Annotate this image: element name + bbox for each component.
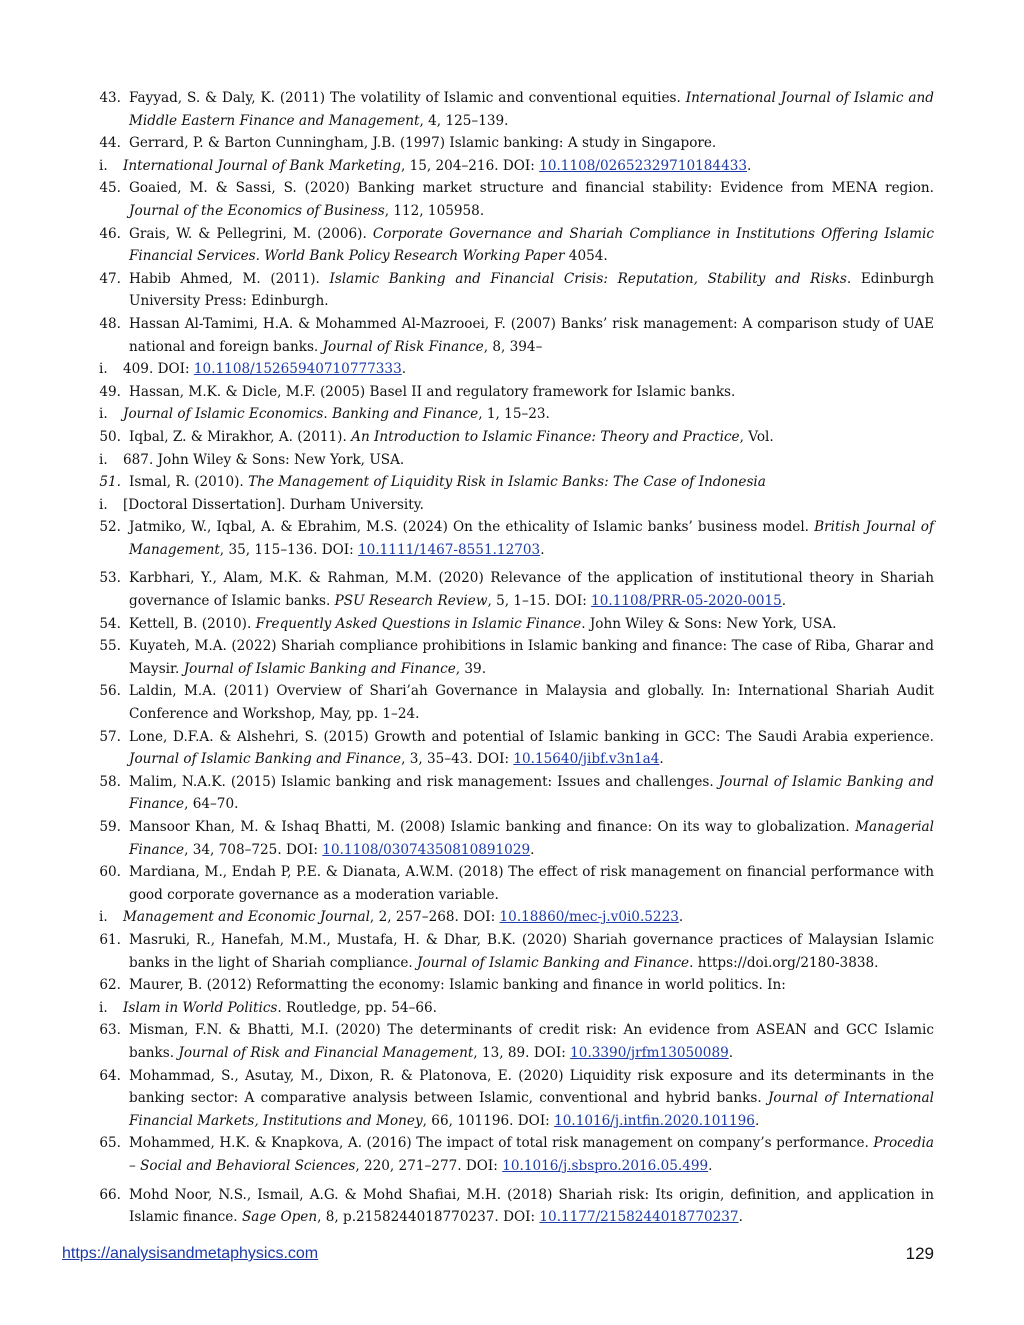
- reference-segment: .: [738, 1209, 743, 1226]
- reference-number: 48.: [99, 315, 121, 332]
- reference-segment: , 4, 125–139.: [419, 112, 509, 129]
- reference-item: [88, 1184, 934, 1229]
- reference-continuation: [88, 997, 934, 1020]
- reference-number: 57.: [99, 728, 121, 745]
- reference-continuation: [88, 155, 934, 178]
- reference-text: [121, 997, 934, 1020]
- reference-number: i.: [99, 999, 108, 1016]
- reference-text: [121, 929, 934, 974]
- reference-segment: Hassan, M.K. & Dicle, M.F. (2005) Basel II and regulatory framework for Islamic banks.: [129, 383, 736, 400]
- reference-item: [88, 929, 934, 974]
- reference-segment: , 5, 1–15. DOI:: [487, 593, 592, 610]
- reference-segment: .: [530, 841, 535, 858]
- reference-continuation: [88, 358, 934, 381]
- reference-number: 66.: [99, 1186, 121, 1203]
- reference-number: 46.: [99, 225, 121, 242]
- reference-item: [88, 680, 934, 725]
- reference-item: [88, 1019, 934, 1064]
- reference-number: i.: [99, 361, 108, 378]
- reference-number: 61.: [99, 931, 121, 948]
- reference-item: [88, 635, 934, 680]
- reference-segment: , 15, 204–216. DOI:: [400, 157, 540, 174]
- reference-number: 62.: [99, 977, 121, 994]
- reference-segment: Jatmiko, W., Iqbal, A. & Ebrahim, M.S. (2024) On the ethicality of Islamic banks’ business model.: [129, 519, 815, 536]
- reference-segment: .: [747, 157, 752, 174]
- reference-text: [121, 449, 934, 472]
- doi-link[interactable]: 10.1111/1467-8551.12703: [358, 541, 541, 558]
- reference-title-italic: Islam in World Politics: [123, 999, 278, 1016]
- reference-text: [121, 426, 934, 449]
- reference-text: [121, 816, 934, 861]
- reference-segment: Masruki, R., Hanefah, M.M., Mustafa, H. & Dhar, B.K. (2020) Shariah governance practices of Malaysian Islamic banks in the light of Shariah compliance.: [129, 931, 934, 971]
- reference-number: 54.: [99, 615, 121, 632]
- reference-number: 55.: [99, 638, 121, 655]
- reference-segment: .: [781, 593, 787, 610]
- reference-segment: Habib Ahmed, M. (2011).: [129, 270, 330, 287]
- doi-link[interactable]: 10.1108/02652329710184433: [539, 157, 748, 174]
- reference-number: 43.: [99, 90, 121, 106]
- reference-segment: 687. John Wiley & Sons: New York, USA.: [123, 451, 405, 468]
- reference-segment: Hassan Al-Tamimi, H.A. & Mohammed Al-Mazrooei, F. (2007) Banks’ risk management: A comparison study of UAE national and foreign banks.: [129, 315, 934, 355]
- reference-segment: . John Wiley & Sons: New York, USA.: [581, 615, 837, 632]
- reference-continuation: [88, 494, 934, 517]
- reference-segment: . Routledge, pp. 54–66.: [277, 999, 437, 1016]
- reference-segment: Laldin, M.A. (2011) Overview of Shari’ah Governance in Malaysia and globally. In: International Shariah Audit Conference and Workshop, May, pp. 1–24.: [129, 683, 934, 723]
- reference-segment: .: [401, 361, 407, 378]
- reference-title-italic: Frequently Asked Questions in Islamic Finance: [255, 615, 582, 632]
- reference-segment: , 112, 105958.: [384, 202, 485, 219]
- reference-title-italic: Corporate Governance and Shariah Compliance in Institutions Offering Islamic Financial Services. World Bank Policy Research Working Paper: [129, 225, 935, 265]
- reference-segment: Maurer, B. (2012) Reformatting the economy: Islamic banking and finance in world politics. In:: [129, 977, 786, 994]
- doi-link[interactable]: 10.18860/mec-j.v0i0.5223: [499, 909, 679, 926]
- reference-text: [121, 313, 934, 358]
- reference-segment: Mohd Noor, N.S., Ismail, A.G. & Mohd Shafiai, M.H. (2018) Shariah risk: Its origin, definition, and application in Islamic finance.: [129, 1186, 934, 1226]
- reference-segment: Fayyad, S. & Daly, K. (2011) The volatility of Islamic and conventional equities.: [129, 90, 686, 106]
- reference-text: [121, 132, 934, 155]
- reference-number: 52.: [99, 519, 121, 536]
- reference-text: [121, 567, 934, 612]
- reference-item: [88, 223, 934, 268]
- reference-number: i.: [99, 451, 108, 468]
- reference-segment: .: [728, 1044, 734, 1061]
- doi-link[interactable]: 10.1108/15265940710777333: [193, 361, 402, 378]
- reference-title-italic: Management and Economic Journal: [123, 909, 370, 926]
- reference-number: 63.: [99, 1022, 121, 1039]
- reference-text: [121, 771, 934, 816]
- reference-segment: Kettell, B. (2010).: [129, 615, 256, 632]
- reference-continuation: [88, 403, 934, 426]
- reference-text: [121, 1184, 934, 1229]
- reference-number: i.: [99, 909, 108, 926]
- reference-title-italic: Journal of Risk and Financial Management: [178, 1044, 474, 1061]
- reference-item: [88, 726, 934, 771]
- page-number: 129: [905, 1244, 934, 1263]
- reference-segment: . Edinburgh University Press: Edinburgh.: [129, 270, 934, 310]
- reference-text: [121, 726, 934, 771]
- reference-segment: Lone, D.F.A. & Alshehri, S. (2015) Growth and potential of Islamic banking in GCC: The Saudi Arabia experience.: [129, 728, 934, 745]
- reference-item: [88, 771, 934, 816]
- reference-title-italic: Procedia – Social and Behavioral Sciences: [129, 1135, 934, 1174]
- reference-title-italic: Journal of International Financial Markets, Institutions and Money: [129, 1090, 934, 1129]
- reference-number: i.: [99, 406, 108, 423]
- reference-item: [88, 313, 934, 358]
- footer-website-link[interactable]: https://analysisandmetaphysics.com: [62, 1245, 319, 1262]
- reference-item: [88, 132, 934, 155]
- reference-segment: , 8, p.2158244018770237. DOI:: [317, 1209, 540, 1226]
- reference-segment: , 64–70.: [184, 796, 239, 813]
- reference-number: i.: [99, 157, 108, 174]
- reference-segment: , 34, 708–725. DOI:: [184, 841, 323, 858]
- reference-title-italic: Journal of Islamic Banking and Finance: [129, 751, 402, 768]
- reference-text: [121, 155, 934, 178]
- reference-number: 60.: [99, 864, 121, 881]
- reference-item: [88, 516, 934, 561]
- reference-segment: Ismal, R. (2010).: [129, 474, 249, 491]
- reference-title-italic: Managerial Finance: [129, 819, 934, 858]
- reference-number: 59.: [99, 819, 121, 835]
- reference-segment: , 13, 89. DOI:: [473, 1044, 571, 1061]
- reference-segment: 409. DOI:: [123, 361, 194, 378]
- reference-segment: , Vol.: [739, 428, 774, 445]
- reference-segment: , 39.: [455, 660, 487, 677]
- reference-title-italic: Sage Open: [241, 1209, 318, 1226]
- reference-segment: Gerrard, P. & Barton Cunningham, J.B. (1997) Islamic banking: A study in Singapore.: [129, 135, 717, 152]
- reference-segment: .: [323, 406, 333, 423]
- reference-number: 64.: [99, 1067, 121, 1084]
- reference-number: 47.: [99, 270, 121, 287]
- reference-segment: Iqbal, Z. & Mirakhor, A. (2011).: [129, 428, 352, 445]
- reference-item: [88, 613, 934, 636]
- doi-link[interactable]: 10.1108/PRR-05-2020-0015: [591, 593, 782, 610]
- reference-item: [88, 1065, 934, 1133]
- reference-text: [121, 613, 934, 636]
- reference-text: [121, 1019, 934, 1064]
- reference-segment: Grais, W. & Pellegrini, M. (2006).: [129, 225, 373, 242]
- reference-item: [88, 426, 934, 449]
- reference-segment: [Doctoral Dissertation]. Durham University.: [123, 496, 424, 513]
- reference-text: [121, 494, 934, 517]
- reference-title-italic: Journal of Islamic Banking and Finance: [129, 773, 934, 813]
- reference-item: [88, 567, 934, 612]
- reference-item: [88, 268, 934, 313]
- reference-segment: Goaied, M. & Sassi, S. (2020) Banking market structure and financial stability: Evidence from MENA region.: [129, 180, 934, 197]
- reference-segment: . https://doi.org/2180-3838.: [689, 954, 879, 971]
- reference-text: [121, 471, 934, 494]
- reference-text: [121, 516, 934, 561]
- reference-title-italic: Journal of the Economics of Business: [129, 202, 385, 219]
- reference-segment: , 66, 101196. DOI:: [422, 1112, 555, 1129]
- reference-item: [88, 974, 934, 997]
- reference-number: 56.: [99, 683, 121, 700]
- doi-link[interactable]: 10.15640/jibf.v3n1a4: [513, 751, 660, 768]
- reference-title-italic: Islamic Banking and Financial Crisis: Reputation, Stability and Risks: [329, 270, 847, 287]
- reference-number: 51.: [99, 474, 121, 491]
- reference-segment: Malim, N.A.K. (2015) Islamic banking and risk management: Issues and challenges.: [129, 773, 719, 790]
- reference-segment: Mohammad, S., Asutay, M., Dixon, R. & Platonova, E. (2020) Liquidity risk exposure and its determinants in the banking sector: A comparative analysis between Islamic, conventional and hybrid banks.: [129, 1067, 934, 1107]
- reference-title-italic: Journal of Islamic Banking and Finance: [417, 954, 690, 971]
- reference-text: [121, 87, 934, 132]
- reference-item: [88, 471, 934, 494]
- reference-title-italic: British Journal of Management: [129, 519, 934, 558]
- reference-text: [121, 861, 934, 906]
- reference-segment: .: [540, 541, 545, 558]
- reference-segment: Karbhari, Y., Alam, M.K. & Rahman, M.M. (2020) Relevance of the application of institutional theory in Shariah governance of Islamic banks.: [129, 570, 934, 610]
- reference-segment: Mansoor Khan, M. & Ishaq Bhatti, M. (2008) Islamic banking and finance: On its way to globalization.: [129, 819, 856, 835]
- doi-link[interactable]: 10.1177/2158244018770237: [539, 1209, 739, 1226]
- reference-text: [121, 268, 934, 313]
- reference-continuation: [88, 449, 934, 472]
- reference-number: 45.: [99, 180, 121, 197]
- reference-number: 53.: [99, 570, 121, 587]
- reference-text: [121, 1065, 934, 1133]
- doi-link[interactable]: 10.1108/03074350810891029: [322, 841, 531, 858]
- reference-number: i.: [99, 496, 108, 513]
- reference-text: [121, 906, 934, 929]
- reference-segment: Misman, F.N. & Bhatti, M.I. (2020) The determinants of credit risk: An evidence from ASEAN and GCC Islamic banks.: [129, 1022, 934, 1061]
- reference-segment: .: [754, 1112, 760, 1129]
- reference-item: [88, 381, 934, 404]
- reference-number: 58.: [99, 773, 121, 790]
- reference-title-italic: Journal of Islamic Economics: [123, 406, 324, 423]
- reference-segment: .: [678, 909, 684, 926]
- reference-number: 65.: [99, 1135, 121, 1152]
- reference-segment: .: [659, 751, 664, 768]
- reference-item: [88, 177, 934, 222]
- reference-number: 50.: [99, 428, 121, 445]
- reference-continuation: [88, 906, 934, 929]
- reference-text: [121, 635, 934, 680]
- reference-text: [121, 381, 934, 404]
- reference-segment: .: [708, 1157, 713, 1174]
- reference-number: 49.: [99, 383, 121, 400]
- reference-segment: , 3, 35–43. DOI:: [401, 751, 514, 768]
- reference-segment: , 8, 394–: [483, 338, 543, 355]
- reference-number: 44.: [99, 135, 121, 152]
- reference-segment: , 2, 257–268. DOI:: [369, 909, 500, 926]
- reference-list: [88, 87, 934, 1229]
- reference-segment: Kuyateh, M.A. (2022) Shariah compliance prohibitions in Islamic banking and finance: The case of Riba, Gharar and Maysir.: [129, 638, 934, 677]
- reference-text: [121, 974, 934, 997]
- reference-title-italic: The Management of Liquidity Risk in Islamic Banks: The Case of Indonesia: [248, 474, 766, 491]
- reference-title-italic: An Introduction to Islamic Finance: Theory and Practice: [351, 428, 740, 445]
- reference-segment: Mardiana, M., Endah P, P.E. & Dianata, A.W.M. (2018) The effect of risk management on financial performance with good corporate governance as a moderation variable.: [129, 864, 934, 903]
- reference-title-italic: Banking and Finance: [332, 406, 479, 423]
- reference-text: [121, 403, 934, 426]
- reference-segment: Mohammed, H.K. & Knapkova, A. (2016) The impact of total risk management on company’s performance.: [129, 1135, 874, 1152]
- reference-text: [121, 358, 934, 381]
- doi-link[interactable]: 10.1016/j.sbspro.2016.05.499: [502, 1157, 709, 1174]
- doi-link[interactable]: 10.1016/j.intfin.2020.101196: [554, 1112, 755, 1129]
- reference-text: [121, 223, 934, 268]
- reference-segment: , 220, 271–277. DOI:: [355, 1157, 503, 1174]
- reference-title-italic: Journal of Islamic Banking and Finance: [183, 660, 456, 677]
- reference-title-italic: PSU Research Review: [334, 593, 488, 610]
- reference-text: [121, 680, 934, 725]
- reference-segment: 4054.: [564, 248, 608, 265]
- reference-text: [121, 1132, 934, 1177]
- reference-item: [88, 1132, 934, 1177]
- reference-text: [121, 177, 934, 222]
- reference-item: [88, 87, 934, 132]
- doi-link[interactable]: 10.3390/jrfm13050089: [570, 1044, 729, 1061]
- reference-segment: , 35, 115–136. DOI:: [219, 541, 359, 558]
- reference-title-italic: International Journal of Islamic and Middle Eastern Finance and Management: [129, 90, 934, 129]
- reference-title-italic: International Journal of Bank Marketing: [123, 157, 401, 174]
- reference-segment: , 1, 15–23.: [478, 406, 550, 423]
- reference-item: [88, 816, 934, 861]
- reference-title-italic: Journal of Risk Finance: [322, 338, 484, 355]
- reference-item: [88, 861, 934, 906]
